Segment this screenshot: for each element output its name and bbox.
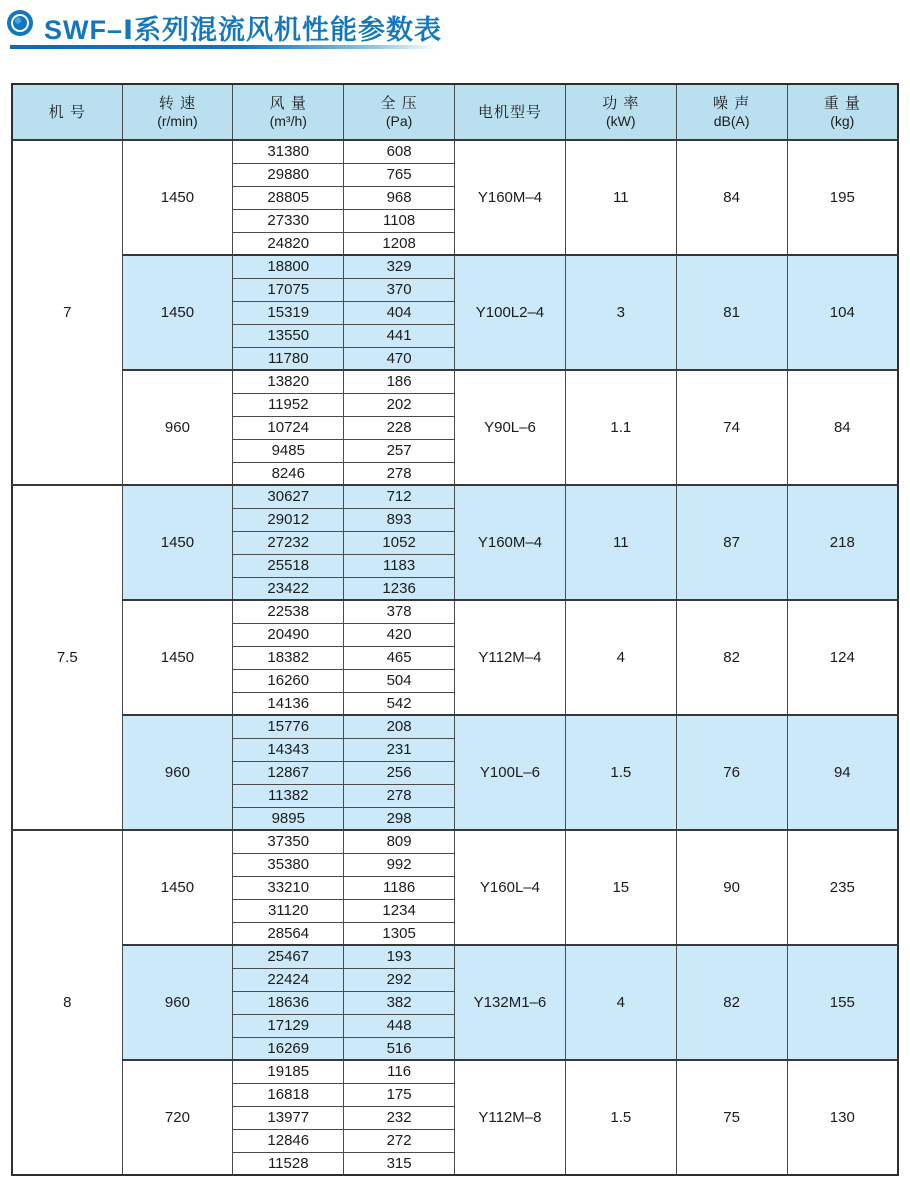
cell-noise: 82 xyxy=(676,945,787,1060)
cell-pressure: 1183 xyxy=(344,554,455,577)
header-label: 电机型号 xyxy=(477,103,542,121)
cell-motor: Y160L–4 xyxy=(455,830,566,945)
table-row xyxy=(12,485,898,508)
cell-speed: 1450 xyxy=(122,140,233,255)
cell-pressure: 202 xyxy=(344,393,455,416)
cell-speed: 1450 xyxy=(122,485,233,600)
table-row xyxy=(12,715,898,738)
page-header xyxy=(0,0,910,60)
cell-weight: 195 xyxy=(787,140,898,255)
cell-motor: Y90L–6 xyxy=(455,370,566,485)
cell-speed: 1450 xyxy=(122,255,233,370)
cell-motor: Y100L–6 xyxy=(455,715,566,830)
cell-airflow: 9895 xyxy=(233,807,344,830)
cell-airflow: 27232 xyxy=(233,531,344,554)
cell-pressure: 292 xyxy=(344,968,455,991)
cell-airflow: 28805 xyxy=(233,186,344,209)
cell-noise: 75 xyxy=(676,1060,787,1175)
cell-speed: 720 xyxy=(122,1060,233,1175)
cell-airflow: 27330 xyxy=(233,209,344,232)
cell-pressure: 809 xyxy=(344,830,455,853)
cell-fan-size: 8 xyxy=(12,830,122,1175)
cell-pressure: 208 xyxy=(344,715,455,738)
cell-airflow: 35380 xyxy=(233,853,344,876)
cell-motor: Y112M–4 xyxy=(455,600,566,715)
table-row xyxy=(12,140,898,163)
cell-fan-size: 7.5 xyxy=(12,485,122,830)
cell-pressure: 186 xyxy=(344,370,455,393)
cell-pressure: 315 xyxy=(344,1152,455,1175)
cell-airflow: 13977 xyxy=(233,1106,344,1129)
cell-pressure: 1108 xyxy=(344,209,455,232)
cell-weight: 104 xyxy=(787,255,898,370)
cell-airflow: 16260 xyxy=(233,669,344,692)
cell-airflow: 20490 xyxy=(233,623,344,646)
cell-pressure: 272 xyxy=(344,1129,455,1152)
cell-power: 1.5 xyxy=(565,715,676,830)
cell-motor: Y160M–4 xyxy=(455,140,566,255)
cell-weight: 130 xyxy=(787,1060,898,1175)
header-label: 噪 声 xyxy=(713,95,751,112)
cell-pressure: 370 xyxy=(344,278,455,301)
cell-pressure: 228 xyxy=(344,416,455,439)
cell-motor: Y160M–4 xyxy=(455,485,566,600)
cell-airflow: 23422 xyxy=(233,577,344,600)
cell-pressure: 1234 xyxy=(344,899,455,922)
table-row xyxy=(12,1060,898,1083)
cell-airflow: 13820 xyxy=(233,370,344,393)
cell-airflow: 16818 xyxy=(233,1083,344,1106)
cell-pressure: 231 xyxy=(344,738,455,761)
cell-pressure: 504 xyxy=(344,669,455,692)
cell-airflow: 11528 xyxy=(233,1152,344,1175)
cell-airflow: 22538 xyxy=(233,600,344,623)
cell-noise: 87 xyxy=(676,485,787,600)
cell-airflow: 18636 xyxy=(233,991,344,1014)
table-row xyxy=(12,945,898,968)
cell-pressure: 516 xyxy=(344,1037,455,1060)
cell-power: 15 xyxy=(565,830,676,945)
cell-pressure: 448 xyxy=(344,1014,455,1037)
header-unit: (kW) xyxy=(606,113,636,129)
cell-airflow: 22424 xyxy=(233,968,344,991)
cell-speed: 960 xyxy=(122,370,233,485)
cell-noise: 84 xyxy=(676,140,787,255)
cell-airflow: 11382 xyxy=(233,784,344,807)
cell-pressure: 404 xyxy=(344,301,455,324)
cell-airflow: 30627 xyxy=(233,485,344,508)
cell-pressure: 175 xyxy=(344,1083,455,1106)
cell-pressure: 1305 xyxy=(344,922,455,945)
header-label: 重 量 xyxy=(823,95,861,112)
cell-pressure: 278 xyxy=(344,462,455,485)
header-cell-power xyxy=(565,84,676,140)
cell-speed: 1450 xyxy=(122,830,233,945)
cell-airflow: 14136 xyxy=(233,692,344,715)
cell-airflow: 18800 xyxy=(233,255,344,278)
header-label: 机 号 xyxy=(48,103,86,121)
cell-motor: Y112M–8 xyxy=(455,1060,566,1175)
cell-airflow: 12846 xyxy=(233,1129,344,1152)
cell-power: 4 xyxy=(565,600,676,715)
cell-motor: Y100L2–4 xyxy=(455,255,566,370)
cell-pressure: 542 xyxy=(344,692,455,715)
cell-pressure: 420 xyxy=(344,623,455,646)
header-unit: (Pa) xyxy=(385,113,413,129)
cell-weight: 155 xyxy=(787,945,898,1060)
cell-power: 1.5 xyxy=(565,1060,676,1175)
cell-pressure: 992 xyxy=(344,853,455,876)
cell-pressure: 116 xyxy=(344,1060,455,1083)
cell-weight: 94 xyxy=(787,715,898,830)
cell-airflow: 8246 xyxy=(233,462,344,485)
cell-speed: 1450 xyxy=(122,600,233,715)
cell-airflow: 29012 xyxy=(233,508,344,531)
cell-power: 1.1 xyxy=(565,370,676,485)
cell-pressure: 465 xyxy=(344,646,455,669)
cell-pressure: 968 xyxy=(344,186,455,209)
header-cell-pressure xyxy=(344,84,455,140)
cell-airflow: 31380 xyxy=(233,140,344,163)
header-cell-motor xyxy=(455,84,566,140)
header-label: 功 率 xyxy=(602,95,640,112)
cell-power: 4 xyxy=(565,945,676,1060)
cell-speed: 960 xyxy=(122,715,233,830)
cell-pressure: 441 xyxy=(344,324,455,347)
cell-pressure: 893 xyxy=(344,508,455,531)
cell-pressure: 382 xyxy=(344,991,455,1014)
cell-pressure: 256 xyxy=(344,761,455,784)
table-row xyxy=(12,370,898,393)
cell-noise: 74 xyxy=(676,370,787,485)
header-unit: (r/min) xyxy=(157,113,198,129)
cell-airflow: 18382 xyxy=(233,646,344,669)
bullet-target-icon xyxy=(6,9,34,37)
header-label: 全 压 xyxy=(380,95,418,112)
header-cell-weight xyxy=(787,84,898,140)
cell-fan-size: 7 xyxy=(12,140,122,485)
cell-airflow: 31120 xyxy=(233,899,344,922)
cell-pressure: 329 xyxy=(344,255,455,278)
cell-pressure: 1052 xyxy=(344,531,455,554)
header-unit: dB(A) xyxy=(713,113,750,129)
header-unit: (kg) xyxy=(830,113,855,129)
cell-pressure: 1236 xyxy=(344,577,455,600)
cell-pressure: 193 xyxy=(344,945,455,968)
cell-weight: 218 xyxy=(787,485,898,600)
cell-airflow: 10724 xyxy=(233,416,344,439)
cell-airflow: 33210 xyxy=(233,876,344,899)
header-cell-noise xyxy=(676,84,787,140)
cell-noise: 90 xyxy=(676,830,787,945)
cell-airflow: 12867 xyxy=(233,761,344,784)
cell-pressure: 298 xyxy=(344,807,455,830)
header-unit: (m³/h) xyxy=(269,113,307,129)
cell-pressure: 712 xyxy=(344,485,455,508)
header-cell-fan-size xyxy=(12,84,122,140)
cell-airflow: 17075 xyxy=(233,278,344,301)
cell-airflow: 24820 xyxy=(233,232,344,255)
header-label: 风 量 xyxy=(269,95,307,112)
cell-weight: 124 xyxy=(787,600,898,715)
title-underline xyxy=(10,45,438,49)
cell-pressure: 232 xyxy=(344,1106,455,1129)
cell-pressure: 765 xyxy=(344,163,455,186)
header-cell-speed xyxy=(122,84,233,140)
cell-noise: 76 xyxy=(676,715,787,830)
cell-noise: 82 xyxy=(676,600,787,715)
cell-airflow: 16269 xyxy=(233,1037,344,1060)
header-cell-airflow xyxy=(233,84,344,140)
cell-airflow: 29880 xyxy=(233,163,344,186)
cell-power: 11 xyxy=(565,485,676,600)
cell-airflow: 9485 xyxy=(233,439,344,462)
cell-airflow: 13550 xyxy=(233,324,344,347)
cell-airflow: 11780 xyxy=(233,347,344,370)
cell-pressure: 470 xyxy=(344,347,455,370)
cell-pressure: 378 xyxy=(344,600,455,623)
cell-noise: 81 xyxy=(676,255,787,370)
cell-pressure: 257 xyxy=(344,439,455,462)
cell-airflow: 11952 xyxy=(233,393,344,416)
cell-pressure: 608 xyxy=(344,140,455,163)
cell-weight: 84 xyxy=(787,370,898,485)
header-label: 转 速 xyxy=(158,95,196,112)
cell-pressure: 278 xyxy=(344,784,455,807)
cell-airflow: 14343 xyxy=(233,738,344,761)
cell-airflow: 17129 xyxy=(233,1014,344,1037)
table-row xyxy=(12,600,898,623)
cell-airflow: 25467 xyxy=(233,945,344,968)
cell-airflow: 15776 xyxy=(233,715,344,738)
table-row xyxy=(12,255,898,278)
cell-motor: Y132M1–6 xyxy=(455,945,566,1060)
fan-table-body xyxy=(12,140,898,1175)
cell-weight: 235 xyxy=(787,830,898,945)
cell-airflow: 15319 xyxy=(233,301,344,324)
cell-power: 11 xyxy=(565,140,676,255)
cell-pressure: 1208 xyxy=(344,232,455,255)
cell-airflow: 37350 xyxy=(233,830,344,853)
header-row xyxy=(12,84,898,140)
cell-airflow: 19185 xyxy=(233,1060,344,1083)
table-row xyxy=(12,830,898,853)
cell-pressure: 1186 xyxy=(344,876,455,899)
cell-airflow: 25518 xyxy=(233,554,344,577)
cell-airflow: 28564 xyxy=(233,922,344,945)
cell-power: 3 xyxy=(565,255,676,370)
fan-performance-table xyxy=(11,83,899,1176)
cell-speed: 960 xyxy=(122,945,233,1060)
page-title: SWF–Ⅰ系列混流风机性能参数表 xyxy=(44,15,443,45)
